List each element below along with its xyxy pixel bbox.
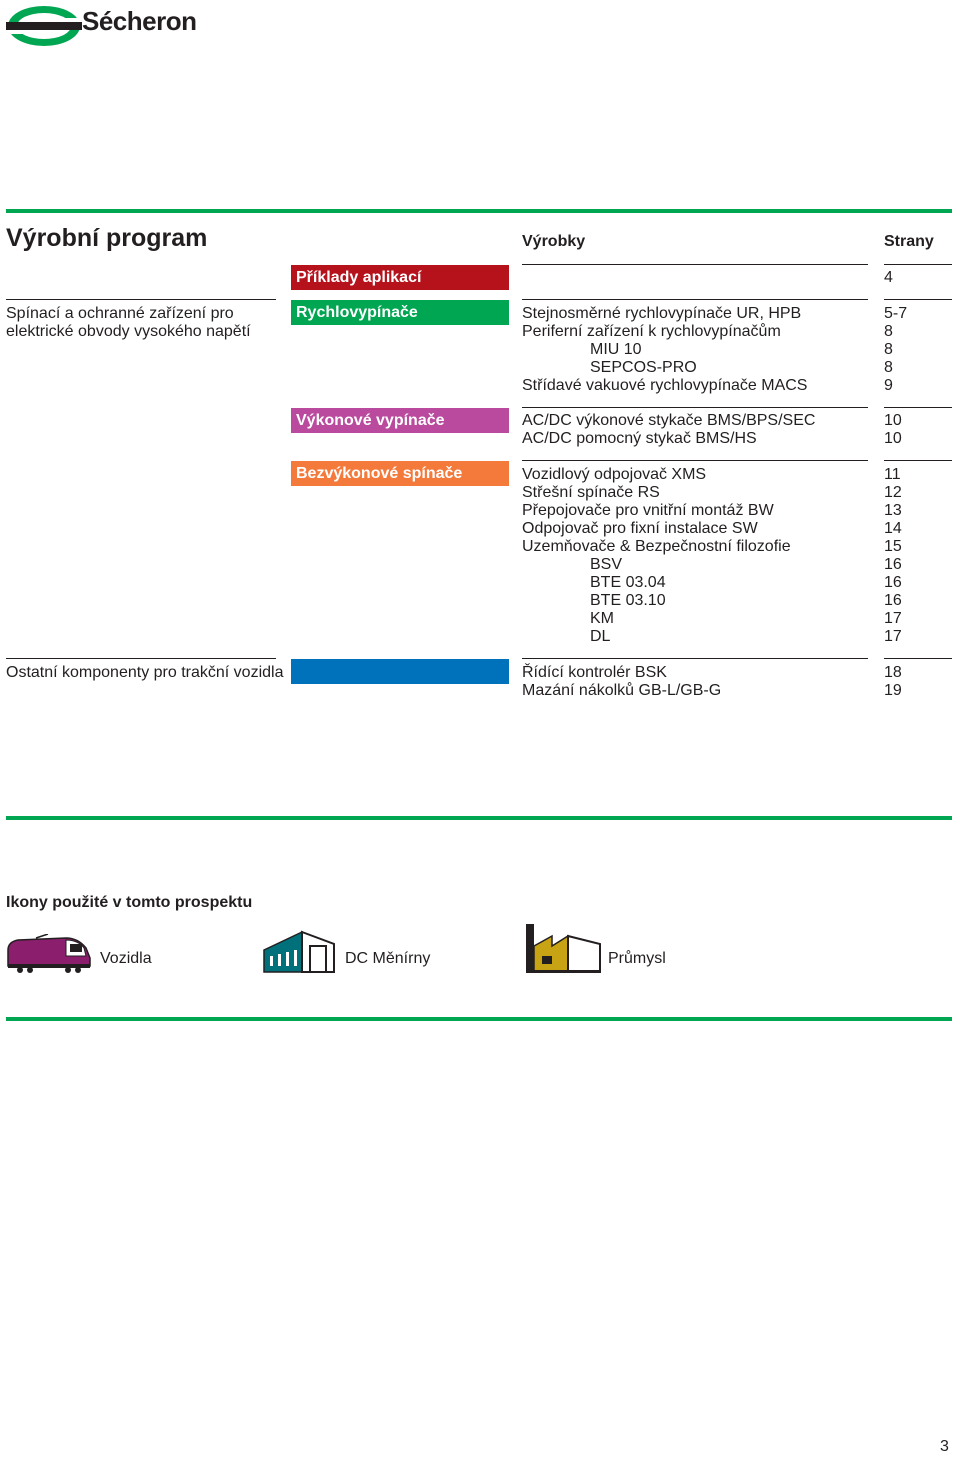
product-item: Přepojovače pro vnitřní montáž BW xyxy=(522,502,774,519)
train-icon xyxy=(6,934,92,976)
page-ref: 9 xyxy=(884,377,893,394)
product-item: Stejnosměrné rychlovypínače UR, HPB xyxy=(522,305,802,322)
page-ref: 8 xyxy=(884,359,893,376)
category-bar-high-speed-breakers: Rychlovypínače xyxy=(291,300,509,325)
category-bar-other-components xyxy=(291,659,509,684)
category-bar-power-contactors: Výkonové vypínače xyxy=(291,408,509,433)
page-ref: 8 xyxy=(884,341,893,358)
products-column-header: Výrobky xyxy=(522,233,586,250)
product-item: AC/DC výkonové stykače BMS/BPS/SEC xyxy=(522,412,816,429)
divider xyxy=(884,299,952,300)
category-bar-application-examples: Příklady aplikací xyxy=(291,265,509,290)
product-subitem: BTE 03.04 xyxy=(590,574,666,591)
divider xyxy=(522,407,868,408)
page-number: 3 xyxy=(940,1438,949,1455)
page-ref: 8 xyxy=(884,323,893,340)
page-ref: 15 xyxy=(884,538,902,555)
product-item: Vozidlový odpojovač XMS xyxy=(522,466,707,483)
divider xyxy=(884,658,952,659)
page-ref: 19 xyxy=(884,682,902,699)
product-item: Uzemňovače & Bezpečnostní filozofie xyxy=(522,538,791,555)
bottom-green-rule xyxy=(6,1017,952,1021)
category-bar-disconnectors: Bezvýkonové spínače xyxy=(291,461,509,486)
page-ref: 14 xyxy=(884,520,902,537)
product-subitem: DL xyxy=(590,628,611,645)
page-ref: 16 xyxy=(884,574,902,591)
page-ref: 16 xyxy=(884,592,902,609)
page-ref: 10 xyxy=(884,430,902,447)
divider xyxy=(522,264,868,265)
page-ref: 10 xyxy=(884,412,902,429)
product-item: Řídící kontrolér BSK xyxy=(522,664,667,681)
divider xyxy=(6,299,276,300)
top-green-rule xyxy=(6,209,952,213)
page-ref: 18 xyxy=(884,664,902,681)
page-ref: 17 xyxy=(884,628,902,645)
product-item: Odpojovač pro fixní instalace SW xyxy=(522,520,758,537)
divider xyxy=(884,407,952,408)
product-subitem: KM xyxy=(590,610,614,627)
icon-label-vehicles: Vozidla xyxy=(100,950,152,967)
icons-legend-title: Ikony použité v tomto prospektu xyxy=(6,894,253,911)
page-ref: 16 xyxy=(884,556,902,573)
divider xyxy=(884,264,952,265)
page-ref: 4 xyxy=(884,269,893,286)
category-description: Ostatní komponenty pro trakční vozidla xyxy=(6,664,284,681)
product-item: Periferní zařízení k rychlovypínačům xyxy=(522,323,781,340)
divider xyxy=(522,460,868,461)
page-title: Výrobní program xyxy=(6,224,208,252)
page-ref: 11 xyxy=(884,466,901,483)
middle-green-rule xyxy=(6,816,952,820)
page-ref: 12 xyxy=(884,484,902,501)
product-item: Mazání nákolků GB-L/GB-G xyxy=(522,682,722,699)
page-ref: 5-7 xyxy=(884,305,908,322)
brand-name: Sécheron xyxy=(82,6,197,36)
product-subitem: BTE 03.10 xyxy=(590,592,666,609)
divider xyxy=(522,299,868,300)
product-subitem: MIU 10 xyxy=(590,341,642,358)
category-description: elektrické obvody vysokého napětí xyxy=(6,323,251,340)
factory-icon xyxy=(524,922,602,974)
substation-icon xyxy=(262,930,336,974)
product-item: Střídavé vakuové rychlovypínače MACS xyxy=(522,377,808,394)
pages-column-header: Strany xyxy=(884,233,934,250)
icon-label-industry: Průmysl xyxy=(608,950,666,967)
page-ref: 17 xyxy=(884,610,902,627)
divider xyxy=(522,658,868,659)
icon-label-dc-substations: DC Měnírny xyxy=(345,950,431,967)
page-ref: 13 xyxy=(884,502,902,519)
divider xyxy=(884,460,952,461)
category-description: Spínací a ochranné zařízení pro xyxy=(6,305,234,322)
product-item: Střešní spínače RS xyxy=(522,484,660,501)
divider xyxy=(6,658,276,659)
product-subitem: SEPCOS-PRO xyxy=(590,359,697,376)
product-item: AC/DC pomocný stykač BMS/HS xyxy=(522,430,757,447)
product-subitem: BSV xyxy=(590,556,623,573)
